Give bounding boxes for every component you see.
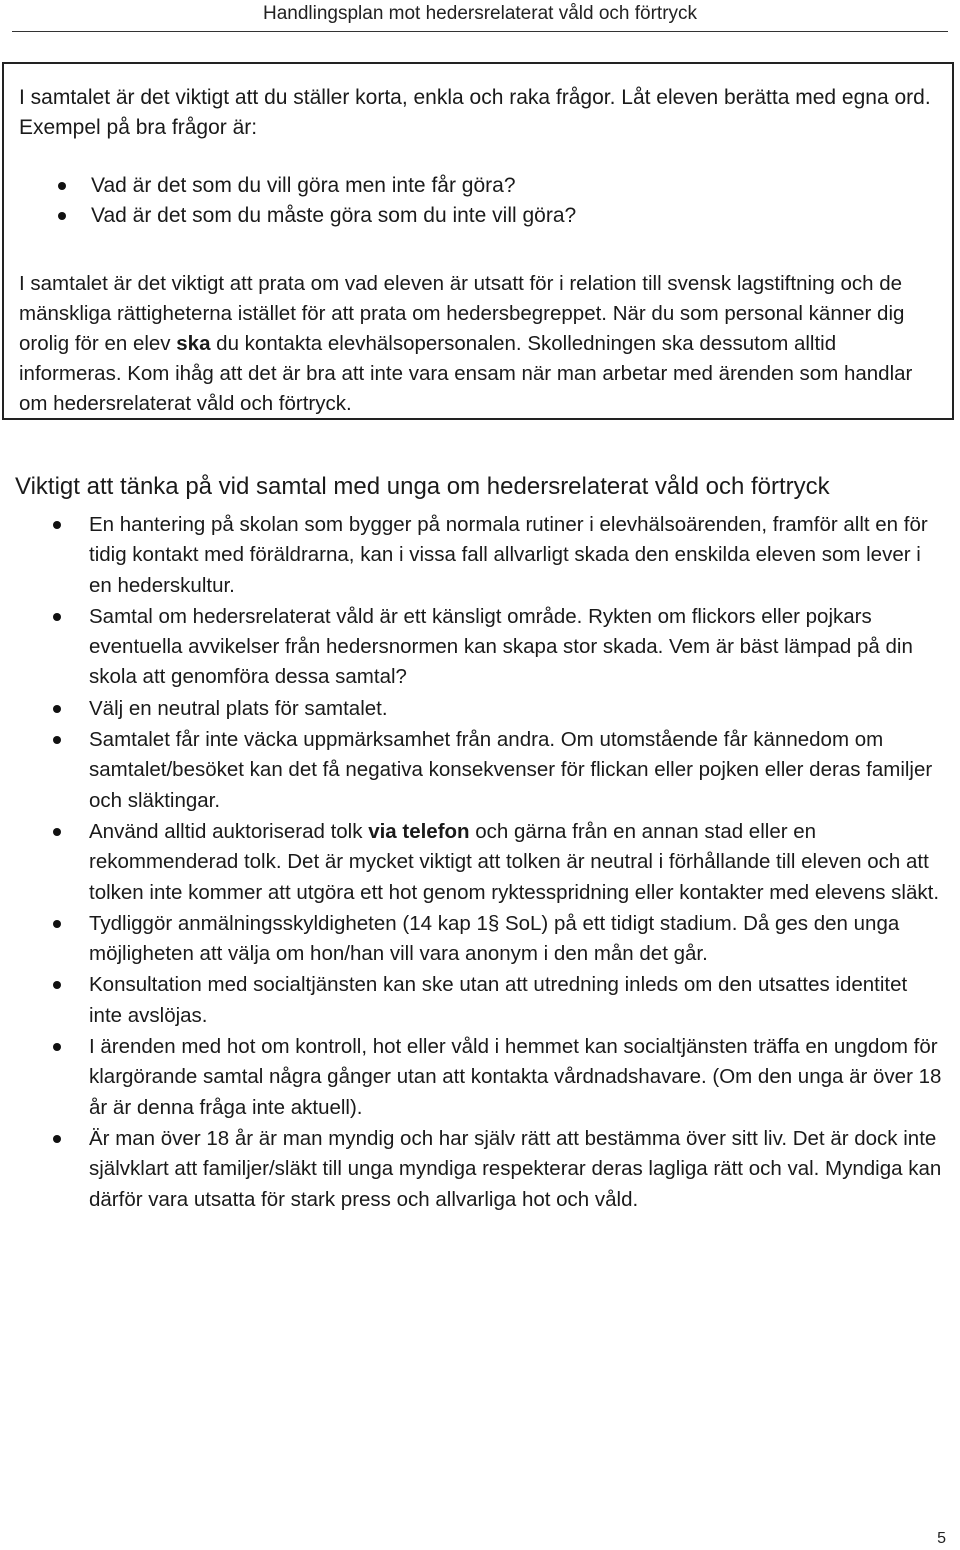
guideline-item: I ärenden med hot om kontroll, hot eller våld i hemmet kan socialtjänsten träffa en ungdom för klargörande samtal några gånger utan att kontakta vårdnadshavare. (Om den unga är över 18 år är denna fråga inte aktuell). [15,1032,945,1123]
example-questions-list [4,171,924,231]
box-body-text [19,269,944,419]
guideline-item: Tydliggör anmälningsskyldigheten (14 kap 1§ SoL) på ett tidigt stadium. Då ges den unga möjligheten att välja om hon/han vill vara anonym i den mån det går. [15,909,945,970]
box-body-part2: du kontakta elevhälsopersonalen. Skolledningen ska dessutom alltid informeras. Kom ihåg att det är bra att inte vara ensam när man arbetar med ärenden som handlar om hedersrelaterat våld och förtryck. [19,332,913,415]
guideline-item: Konsultation med socialtjänsten kan ske utan att utredning inleds om den utsattes identitet inte avslöjas. [15,970,945,1031]
page-header [12,0,948,32]
guideline-item: Välj en neutral plats för samtalet. [15,694,945,724]
info-box [2,62,954,420]
guidelines-list [15,510,945,1215]
guideline-item: Använd alltid auktoriserad tolk via telefon och gärna från en annan stad eller en rekommenderad tolk. Det är mycket viktigt att tolken är neutral i förhållande till eleven och att tolken inte kommer att utgöra ett hot genom ryktesspridning eller kontakter med elevens släkt. [15,817,945,908]
question-item: Vad är det som du måste göra som du inte vill göra? [4,201,924,231]
emphasis-via-telefon: via telefon [368,819,470,843]
box-intro-text: I samtalet är det viktigt att du ställer korta, enkla och raka frågor. Låt eleven berätta med egna ord. Exempel på bra frågor är: [19,86,931,139]
box-body-part1: I samtalet är det viktigt att prata om vad eleven är utsatt för i relation till svensk lagstiftning och de mänskliga rättigheterna istället för att prata om hedersbegreppet. När du som personal känner dig orolig för en elev [19,272,905,355]
page-number: 5 [937,1530,946,1547]
guideline-item: Samtal om hedersrelaterat våld är ett känsligt område. Rykten om flickors eller pojkars eventuella avvikelser från hedersnormen kan skapa stor skada. Vem är bäst lämpad på din skola att genomföra dessa samtal? [15,602,945,693]
guideline-item: En hantering på skolan som bygger på normala rutiner i elevhälsoärenden, framför allt en för tidig kontakt med föräldrarna, kan i vissa fall allvarligt skada den enskilda eleven som lever i en hederskultur. [15,510,945,601]
box-body-emphasis: ska [176,332,211,355]
section-heading: Viktigt att tänka på vid samtal med unga om hedersrelaterat våld och förtryck [15,473,830,500]
question-item: Vad är det som du vill göra men inte får göra? [4,171,924,201]
guideline-item: Är man över 18 år är man myndig och har själv rätt att bestämma över sitt liv. Det är dock inte självklart att familjer/släkt till unga myndiga respekterar deras lagliga rätt och val. Myndiga kan därför vara utsatta för stark press och allvarliga hot och våld. [15,1124,945,1215]
guideline-item: Samtalet får inte väcka uppmärksamhet från andra. Om utomstående får kännedom om samtalet/besöket kan det få negativa konsekvenser för flickan eller pojken eller deras familjer och släktingar. [15,725,945,816]
header-title: Handlingsplan mot hedersrelaterat våld och förtryck [262,3,698,24]
